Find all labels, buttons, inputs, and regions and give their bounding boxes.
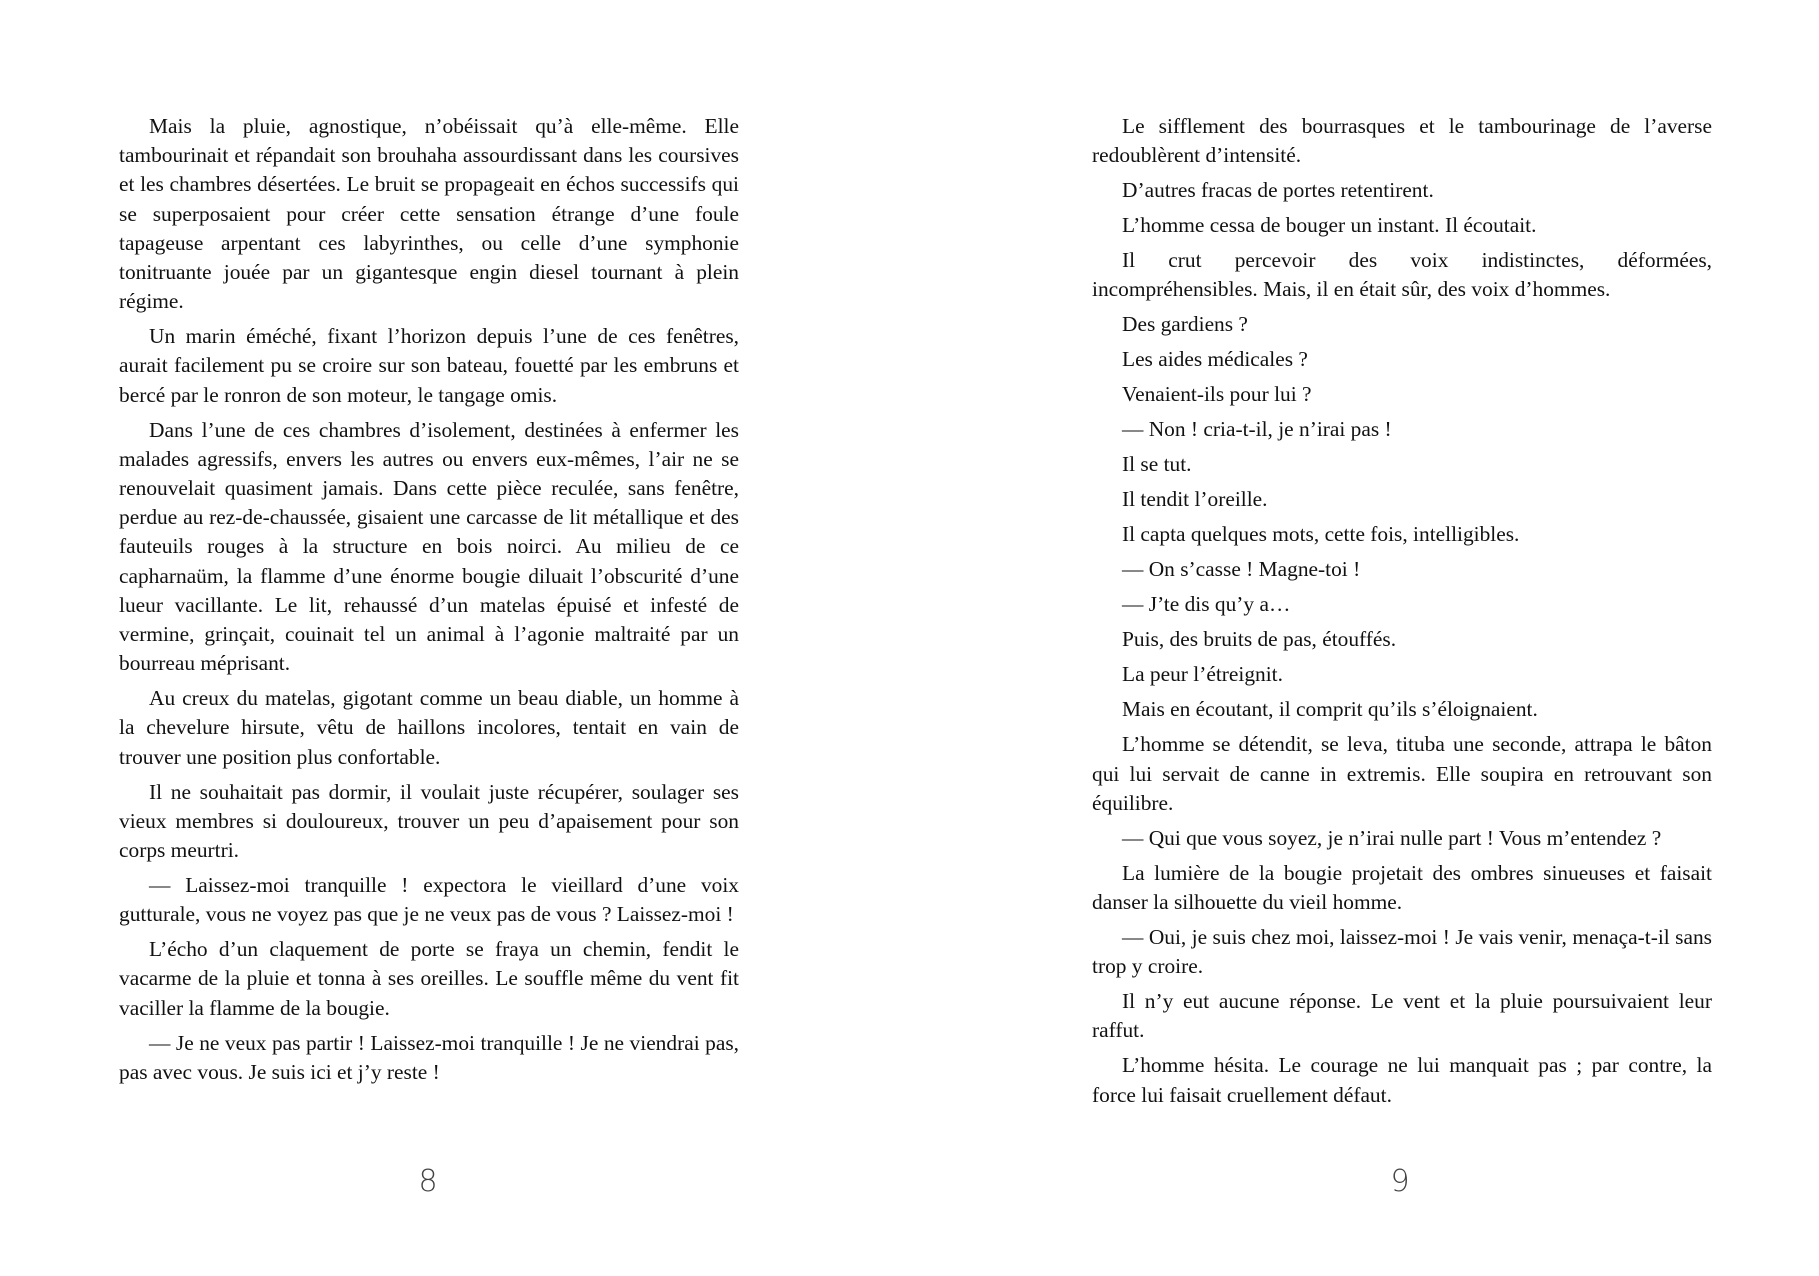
paragraph: — Non ! cria-t-il, je n’irai pas ! <box>1122 417 1392 442</box>
paragraph: L’homme cessa de bouger un instant. Il écoutait. <box>1122 213 1537 238</box>
paragraph: Mais la pluie, agnostique, n’obéissait qu’à elle-même. Elle tambourinait et répandait son brouhaha assourdissant dans les coursives et les chambres désertées. Le bruit se propageait en échos successifs qui se superposaient pour créer cette sensation étrange d’une foule tapageuse arpentant ces labyrinthes, ou celle d’une symphonie tonitruante jouée par un gigantesque engin diesel tournant à plein régime. <box>119 114 739 314</box>
paragraph: Il capta quelques mots, cette fois, intelligibles. <box>1122 522 1520 547</box>
paragraph: Il crut percevoir des voix indistinctes, déformées, incompréhensibles. Mais, il en était sûr, des voix d’hommes. <box>1092 248 1712 302</box>
paragraph: Il ne souhaitait pas dormir, il voulait juste récupérer, soulager ses vieux membres si douloureux, trouver un peu d’apaisement pour son corps meurtri. <box>119 779 739 863</box>
page-number: 8 <box>418 1164 438 1199</box>
paragraph: — J’te dis qu’y a… <box>1122 592 1291 617</box>
page-number: 9 <box>1390 1164 1410 1199</box>
paragraph: — Laissez-moi tranquille ! expectora le vieillard d’une voix gutturale, vous ne voyez pas que je ne veux pas de vous ? Laissez-moi ! <box>119 873 739 927</box>
paragraph: L’homme hésita. Le courage ne lui manquait pas ; par contre, la force lui faisait cruellement défaut. <box>1092 1053 1712 1107</box>
paragraph: Le sifflement des bourrasques et le tambourinage de l’averse redoublèrent d’intensité. <box>1092 114 1712 168</box>
paragraph: — On s’casse ! Magne-toi ! <box>1122 557 1361 582</box>
paragraph: — Je ne veux pas partir ! Laissez-moi tranquille ! Je ne viendrai pas, pas avec vous. Je suis ici et j’y reste ! <box>119 1030 739 1084</box>
paragraph: Un marin éméché, fixant l’horizon depuis l’une de ces fenêtres, aurait facilement pu se croire sur son bateau, fouetté par les embruns et bercé par le ronron de son moteur, le tangage omis. <box>119 324 739 407</box>
paragraph: Puis, des bruits de pas, étouffés. <box>1122 627 1397 652</box>
paragraph: Au creux du matelas, gigotant comme un beau diable, un homme à la chevelure hirsute, vêtu de haillons incolores, tentait en vain de trouver une position plus confortable. <box>119 686 739 769</box>
paragraph: L’écho d’un claquement de porte se fraya un chemin, fendit le vacarme de la pluie et tonna à ses oreilles. Le souffle même du vent fit vaciller la flamme de la bougie. <box>119 937 739 1020</box>
paragraph: La peur l’étreignit. <box>1122 662 1283 687</box>
paragraph: L’homme se détendit, se leva, tituba une seconde, attrapa le bâton qui lui servait de canne in extremis. Elle soupira en retrouvant son équilibre. <box>1092 732 1712 815</box>
paragraph: Dans l’une de ces chambres d’isolement, destinées à enfermer les malades agressifs, envers les autres ou envers eux-mêmes, l’air ne se renouvelait quasiment jamais. Dans cette pièce reculée, sans fenêtre, perdue au rez-de-chaussée, gisaient une carcasse de lit métallique et des fauteuils rouges à la structure en bois noirci. Au milieu de ce capharnaüm, la flamme d’une énorme bougie diluait l’obscurité d’une lueur vacillante. Le lit, rehaussé d’un matelas épuisé et infesté de vermine, grinçait, couinait tel un animal à l’agonie maltraité par un bourreau méprisant. <box>119 417 739 676</box>
paragraph: — Oui, je suis chez moi, laissez-moi ! Je vais venir, menaça-t-il sans trop y croire. <box>1092 925 1712 979</box>
paragraph: — Qui que vous soyez, je n’irai nulle part ! Vous m’entendez ? <box>1122 825 1662 850</box>
paragraph: Il n’y eut aucune réponse. Le vent et la pluie poursuivaient leur raffut. <box>1092 989 1712 1043</box>
left-page <box>0 0 909 1276</box>
paragraph: Des gardiens ? <box>1122 312 1248 337</box>
right-page-text <box>1092 112 1712 1116</box>
paragraph: Il tendit l’oreille. <box>1122 487 1268 512</box>
paragraph: Mais en écoutant, il comprit qu’ils s’éloignaient. <box>1122 697 1538 722</box>
left-page-text <box>119 112 739 1093</box>
paragraph: Venaient-ils pour lui ? <box>1122 382 1312 407</box>
paragraph: D’autres fracas de portes retentirent. <box>1122 178 1434 203</box>
paragraph: Les aides médicales ? <box>1122 347 1308 372</box>
right-page <box>909 0 1818 1276</box>
paragraph: La lumière de la bougie projetait des ombres sinueuses et faisait danser la silhouette du vieil homme. <box>1092 860 1712 915</box>
paragraph: Il se tut. <box>1122 452 1192 477</box>
